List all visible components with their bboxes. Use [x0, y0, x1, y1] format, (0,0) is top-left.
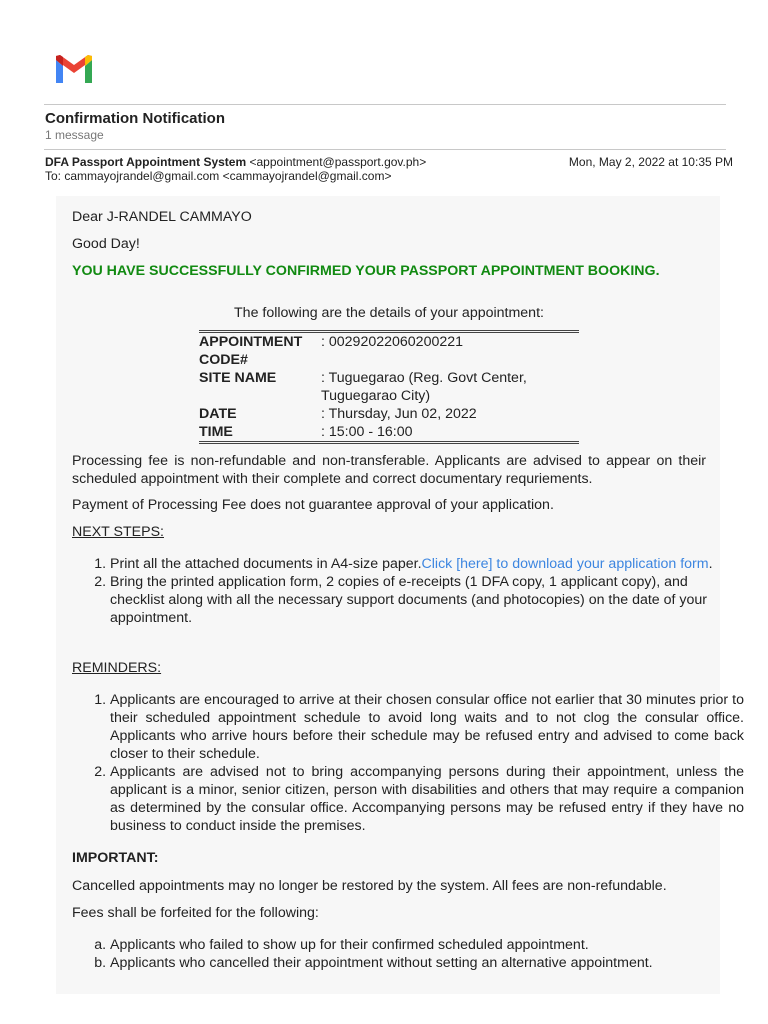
email-date: Mon, May 2, 2022 at 10:35 PM	[568, 155, 733, 169]
next-steps-list	[72, 555, 744, 627]
forfeit-intro: Fees shall be forfeited for the following:	[72, 905, 319, 921]
table-row	[199, 332, 579, 370]
cancelled-note: Cancelled appointments may no longer be restored by the system. All fees are non-refundable.	[72, 878, 667, 894]
detail-label: TIME	[199, 424, 233, 440]
sender-name: DFA Passport Appointment System	[45, 155, 247, 169]
detail-value: : 00292022060200221	[321, 334, 464, 350]
reminders-heading: REMINDERS:	[72, 660, 162, 676]
detail-label: SITE NAME	[199, 370, 277, 386]
details-intro: The following are the details of your appointment:	[234, 305, 544, 321]
list-item: a. Applicants who failed to show up for their confirmed scheduled appointment.	[110, 936, 744, 954]
step1-end: .	[708, 556, 713, 572]
table-row	[199, 405, 579, 423]
table-row	[199, 369, 579, 405]
email-body	[56, 196, 744, 994]
success-message: YOU HAVE SUCCESSFULLY CONFIRMED YOUR PASSPORT APPOINTMENT BOOKING.	[72, 263, 660, 279]
list-item	[110, 555, 744, 573]
payment-note: Payment of Processing Fee does not guarantee approval of your application.	[72, 497, 554, 513]
list-item: b. Applicants who cancelled their appointment without setting an alternative appointment.	[110, 954, 744, 972]
appointment-details-table	[199, 330, 579, 444]
gmail-logo-icon	[53, 55, 95, 83]
recipient-line: To: cammayojrandel@gmail.com <cammayojrandel@gmail.com>	[45, 169, 392, 183]
list-item: 1. Applicants are encouraged to arrive at their chosen consular office not earlier that 30 minutes prior to their scheduled appointment schedule to avoid long waits and to not clog the consular office. Applicants who arrive hours before their schedule may be refused entry and advised to come back closer to their schedule.	[110, 691, 744, 763]
table-row	[199, 423, 579, 443]
good-day: Good Day!	[72, 236, 140, 252]
header-divider	[44, 104, 726, 105]
next-steps-heading: NEXT STEPS:	[72, 524, 164, 540]
email-subject: Confirmation Notification	[45, 110, 225, 127]
detail-value: : Tuguegarao (Reg. Govt Center, Tuguegarao City)	[321, 370, 527, 404]
reminders-list	[72, 691, 744, 835]
detail-label: APPOINTMENT CODE#	[199, 334, 303, 368]
subject-divider	[44, 149, 726, 150]
list-item: 2. Bring the printed application form, 2 copies of e-receipts (1 DFA copy, 1 applicant copy), and checklist along with all the necessary support documents (and photocopies) on the date of your appointment.	[110, 573, 744, 627]
detail-value: : 15:00 - 16:00	[321, 424, 413, 440]
sender-line	[45, 155, 426, 169]
step1-text: Print all the attached documents in A4-size paper.	[110, 556, 422, 572]
greeting: Dear J-RANDEL CAMMAYO	[72, 209, 252, 225]
forfeit-list	[72, 936, 744, 972]
processing-fee-note: Processing fee is non-refundable and non-transferable. Applicants are advised to appear on their scheduled appointment with their complete and correct documentary requriements.	[72, 453, 706, 487]
detail-label: DATE	[199, 406, 237, 422]
detail-value: : Thursday, Jun 02, 2022	[321, 406, 477, 422]
download-form-link[interactable]: Click [here] to download your application form	[421, 556, 709, 572]
list-item: 2. Applicants are advised not to bring accompanying persons during their appointment, unless the applicant is a minor, senior citizen, person with disabilities and others that may require a companion as determined by the consular office. Accompanying persons may be refused entry if they have no business to conduct inside the premises.	[110, 763, 744, 835]
sender-email: <appointment@passport.gov.ph>	[249, 155, 427, 169]
important-heading: IMPORTANT:	[72, 850, 159, 866]
message-count: 1 message	[45, 128, 104, 142]
